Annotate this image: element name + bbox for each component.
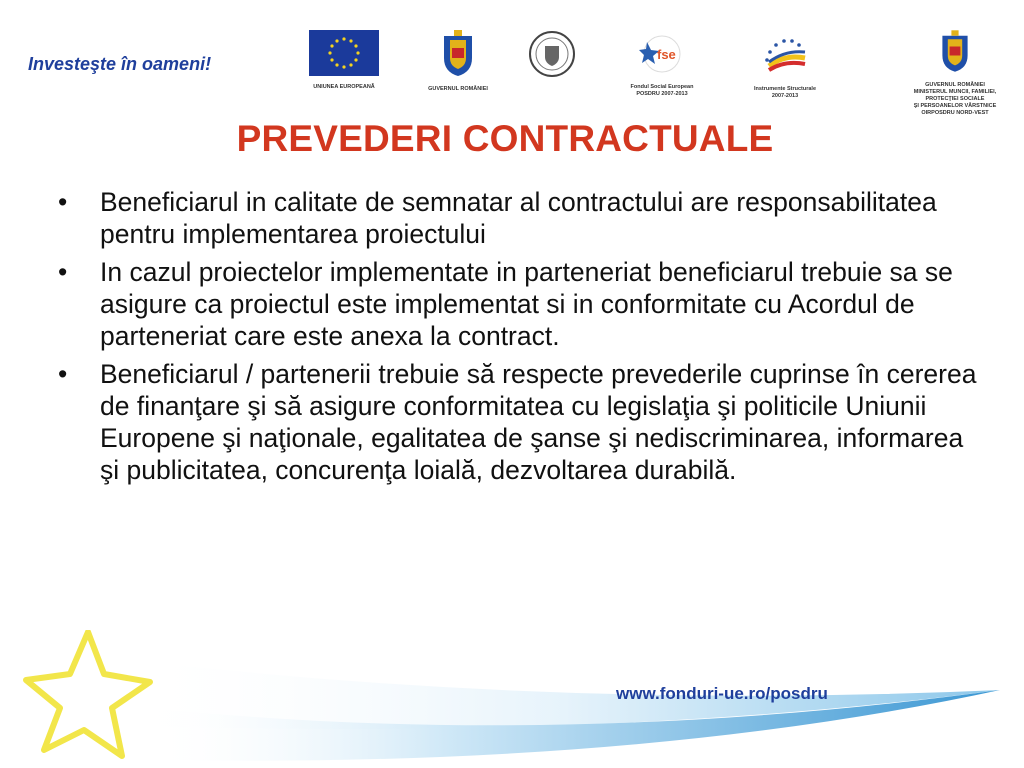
ministry-seal-icon: [528, 30, 576, 78]
logo-fse: [614, 32, 710, 98]
romania-coat-of-arms-icon: [937, 28, 973, 74]
bullet-text: Beneficiarul in calitate de semnatar al contractului are responsabilitatea pentru implementarea proiectului: [100, 187, 937, 249]
logo-mm-caption-1: GUVERNUL ROMÂNIEI: [925, 82, 985, 88]
slogan: Investeşte în oameni!: [28, 54, 212, 74]
logo-mm-caption-2: MINISTERUL MUNCII, FAMILIEI,: [913, 89, 997, 95]
romania-coat-of-arms-icon: [438, 28, 478, 78]
bullet-symbol: •: [58, 359, 68, 389]
logo-instrumente: [735, 30, 835, 100]
logo-mm-caption-3: PROTECŢIEI SOCIALE: [925, 96, 985, 102]
bullet-symbol: •: [58, 257, 68, 287]
logo-eu: [306, 30, 382, 91]
bullet-text: Beneficiarul / partenerii trebuie să respecte prevederile cuprinse în cererea de finanţare şi să asigure conformitatea cu legislaţia şi politicile Uniunii Europene şi naţionale, egalitatea de şanse şi nediscriminarea, informarea şi publicitatea, concurenţa loială, dezvoltarea durabilă.: [100, 359, 977, 485]
logo-instrumente-caption-2: 2007-2013: [771, 93, 799, 99]
logo-eu-caption: UNIUNEA EUROPEANĂ: [313, 84, 375, 90]
bullet-symbol: •: [58, 187, 68, 217]
bullet-list: [58, 186, 978, 492]
bullet-text: In cazul proiectelor implementate in parteneriat beneficiarul trebuie sa se asigure ca proiectul este implementat si in conformitate cu Acordul de parteneriat care este anexa la contract.: [100, 257, 953, 351]
svg-text:fse: fse: [657, 47, 676, 62]
fse-logo-icon: [637, 32, 687, 76]
logo-instrumente-caption-1: Instrumente Structurale: [753, 86, 817, 92]
logo-fse-caption-1: Fondul Social European: [630, 84, 694, 90]
bullet-item: [58, 358, 978, 486]
logo-fse-caption-2: POSDRU 2007-2013: [636, 91, 688, 97]
logo-seal: [527, 30, 577, 83]
slide-title: PREVEDERI CONTRACTUALE: [236, 118, 774, 159]
logo-ministerul-muncii: [900, 28, 1010, 117]
star-swoosh-decoration: [0, 630, 1024, 768]
logo-guvern: [420, 28, 496, 93]
star-icon: [26, 632, 150, 756]
instrumente-structurale-icon: [755, 30, 815, 78]
website-link[interactable]: www.fonduri-ue.ro/posdru: [616, 684, 828, 703]
logo-mm-caption-5: OIRPOSDRU NORD-VEST: [921, 110, 989, 116]
logo-mm-caption-4: ŞI PERSOANELOR VÂRSTNICE: [913, 103, 997, 109]
logo-guvern-caption: GUVERNUL ROMÂNIEI: [428, 86, 488, 92]
bullet-item: [58, 186, 978, 250]
eu-flag-icon: [309, 30, 379, 76]
bullet-item: [58, 256, 978, 352]
